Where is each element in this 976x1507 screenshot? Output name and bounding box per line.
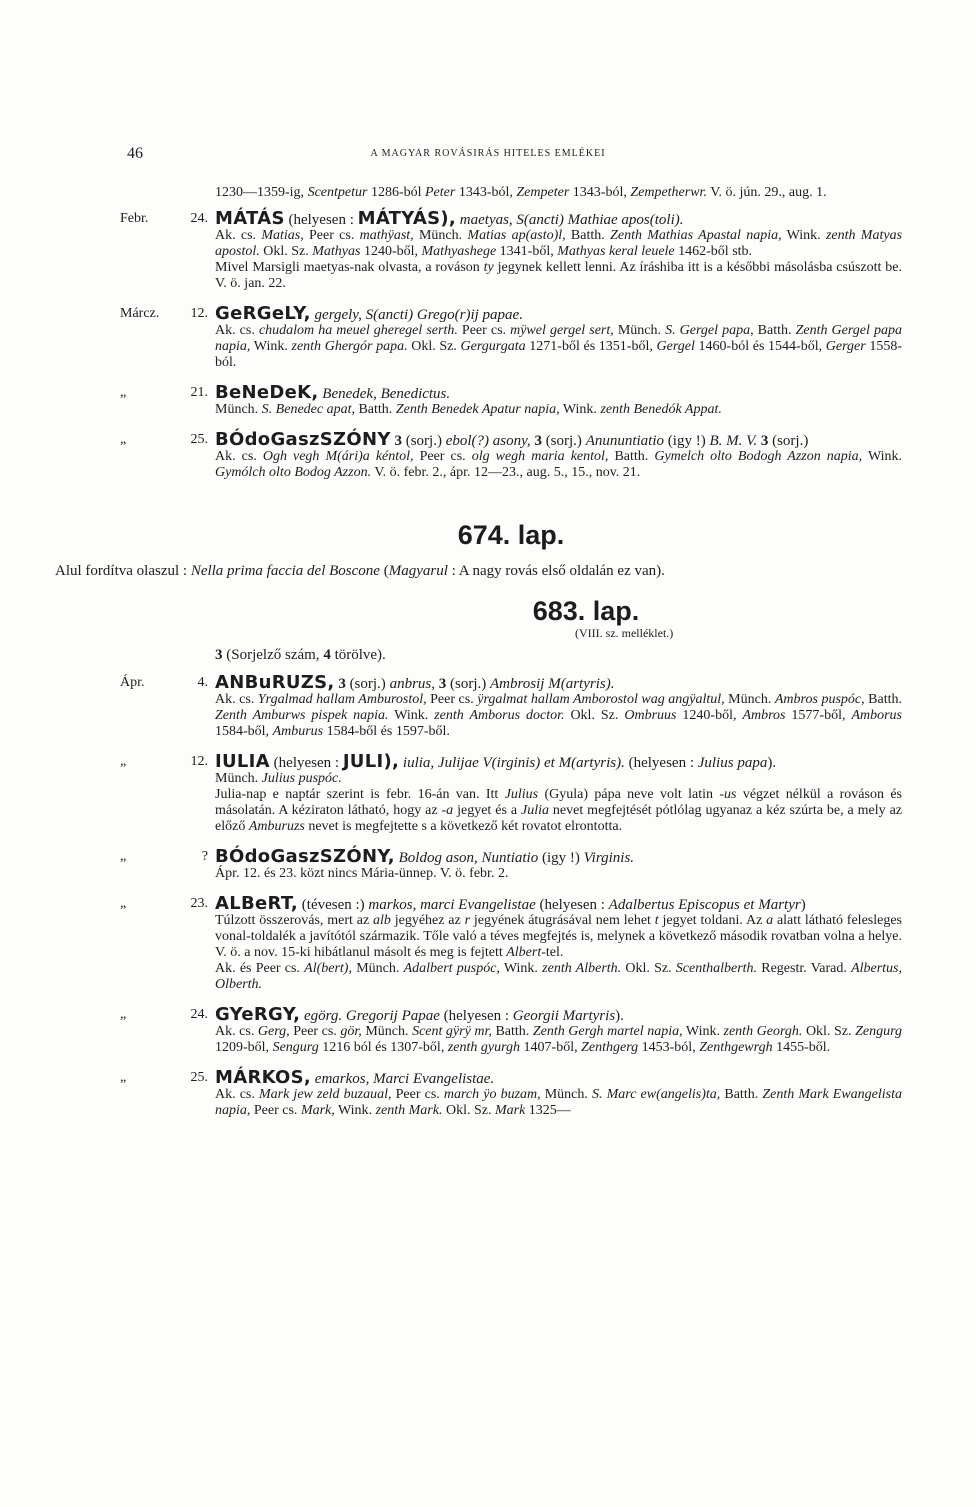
ditto-mark: „ [120,896,127,911]
intro-paragraph: 1230—1359-ig, Scentpetur 1286-ból Peter 1343-ból, Zempeter 1343-ból, Zempetherwr. V. ö. jún. 29., aug. 1. [215,185,827,200]
day-number: 12. [190,754,208,769]
supplement-reference: (VIII. sz. melléklet.) [575,626,674,640]
translation-note: Alul fordítva olaszul : Nella prima faccia del Boscone (Magyarul : A nagy rovás első oldalán ez van). [55,563,665,579]
month-label: Ápr. [120,675,145,690]
entry-heading: ALBeRT, (tévesen :) markos, marci Evangelistae (helyesen : Adalbertus Episcopus et Martyr) [215,893,806,914]
day-number: 12. [190,306,208,321]
entry-sources: Ak. cs. Mark jew zeld buzaual, Peer cs. march ÿo buzam, Münch. S. Marc ew(angelis)ta, Batth. Zenth Mark Ewangelista napia, Peer cs. Mark, Wink. zenth Mark. Okl. Sz. Mark 1325— [215,1087,902,1118]
entry-matyas [120,208,903,292]
entry-heading: GYeRGY, egörg. Gregorij Papae (helyesen : Georgii Martyris). [215,1004,624,1025]
entry-iulia [120,751,902,835]
entry-albert [120,893,903,993]
ditto-mark: „ [120,1070,127,1085]
month-label: Febr. [120,211,149,226]
page-reference-683: 683. lap. [532,596,640,626]
sequence-marker-note: 3 (Sorjelző szám, 4 törölve). [215,647,386,663]
day-number: 4. [197,675,208,690]
day-number: 24. [190,211,208,226]
entry-note: Túlzott összerovás, mert az alb jegyéhez az r jegyének átugrásával nem lehet t jegyet toldani. Az a alatt látható felesleges vonal-toldalék a javítótól származik. Tőle való a téves megfejtés is, melynek a következő második rovatban volna a helye. V. ö. a nov. 15-ki hibátlanul másolt és meg is fejtett Albert-tel. [215,913,903,960]
entry-sources: Ak. cs. Gerg, Peer cs. gör, Münch. Scent gÿrÿ mr, Batth. Zenth Gergh martel napia, Wink. zenth Georgh. Okl. Sz. Zengurg 1209-ből, Sengurg 1216 ból és 1307-ből, zenth gyurgh 1407-ből, Zenthgerg 1453-ból, Zenthgewrgh 1455-ből. [215,1024,902,1055]
entry-sources: Münch. Julius puspóc. [215,771,342,786]
entry-boldogasszony-2 [120,846,902,882]
entry-sources: Ak. és Peer cs. Al(bert), Münch. Adalbert puspóc, Wink. zenth Alberth. Okl. Sz. Scenthalberth. Regestr. Varad. Albertus, Olberth. [215,961,903,992]
entry-heading: MÁTÁS (helyesen : MÁTYÁS), maetyas, S(ancti) Mathiae apos(toli). [215,208,684,229]
entry-sources: Ak. cs. Ogh vegh M(ári)a kéntol, Peer cs. olg wegh maria kentol, Batth. Gymelch olto Bodogh Azzon napia, Wink. Gymólch olto Bodog Azzon. V. ö. febr. 2., ápr. 12—23., aug. 5., 15., nov. 21. [215,449,902,480]
entry-heading: BÓdoGaszSZÓNY, Boldog ason, Nuntiatio (igy !) Virginis. [215,846,635,867]
entry-gyorgy [120,1004,902,1056]
entry-markos [120,1067,902,1119]
entry-ambrus [120,672,902,740]
entry-note: Mivel Marsigli maetyas-nak olvasta, a rováson ty jegynek kellett lenni. Az íráshiba itt is a későbbi másolásba csúszott be. V. ö. jan. 22. [215,260,902,291]
ditto-mark: „ [120,1007,127,1022]
page-header [0,145,976,165]
day-number: ? [201,849,208,864]
entry-heading: GeRGeLY, gergely, S(ancti) Grego(r)ij papae. [215,303,523,324]
day-number: 24. [190,1007,208,1022]
entry-heading: ANBuRUZS, 3 (sorj.) anbrus, 3 (sorj.) Ambrosij M(artyris). [215,672,615,693]
ditto-mark: „ [120,754,127,769]
entry-sources: Ak. cs. Yrgalmad hallam Amburostol, Peer cs. ÿrgalmat hallam Amborostol wag angÿaltul, Münch. Ambros puspóc, Batth. Zenth Amburws pispek napia. Wink. zenth Amborus doctor. Okl. Sz. Ombruus 1240-ből, Ambros 1577-ből, Amborus 1584-ből, Amburus 1584-ből és 1597-ből. [215,692,902,739]
entry-note: Julia-nap e naptár szerint is febr. 16-án van. Itt Julius (Gyula) pápa neve volt latin -us végzet nélkül a rováson és másolatán. A kéziraton látható, hogy az -a jegyet és a Julia nevet megfejtését pótlólag ugyanaz a kéz szúrta be, a mely az előző Amburuzs nevet is megfejtette s a következő két rovatot elrontotta. [215,787,902,834]
ditto-mark: „ [120,849,127,864]
entry-heading: BÓdoGaszSZÓNY 3 (sorj.) ebol(?) asony, 3 (sorj.) Anununtiatio (igy !) B. M. V. 3 (sorj.) [215,429,809,450]
page-reference-674: 674. lap. [457,520,565,550]
day-number: 21. [190,385,208,400]
entry-note: Ápr. 12. és 23. közt nincs Mária-ünnep. V. ö. febr. 2. [215,866,509,881]
day-number: 25. [190,1070,208,1085]
entry-heading: MÁRKOS, emarkos, Marci Evangelistae. [215,1067,495,1088]
day-number: 25. [190,432,208,447]
page-number: 46 [127,145,143,162]
entry-boldogasszony [120,429,902,481]
entry-sources: Ak. cs. chudalom ha meuel gheregel serth. Peer cs. mÿwel gergel sert, Münch. S. Gergel papa, Batth. Zenth Gergel papa napia, Wink. zenth Ghergór papa. Okl. Sz. Gergurgata 1271-ből és 1351-ből, Gergel 1460-ból és 1544-ből, Gerger 1558-ból. [215,323,903,370]
running-title: A MAGYAR ROVÁSIRÁS HITELES EMLÉKEI [370,148,606,159]
entry-heading: BeNeDeK, Benedek, Benedictus. [215,382,451,403]
entry-gergely [120,303,903,371]
ditto-mark: „ [120,432,127,447]
entry-sources: Münch. S. Benedec apat, Batth. Zenth Benedek Apatur napia, Wink. zenth Benedók Appat. [215,402,722,417]
entry-benedek [120,382,902,418]
day-number: 23. [190,896,208,911]
page-body [55,185,903,1133]
ditto-mark: „ [120,385,127,400]
entry-sources: Ak. cs. Matias, Peer cs. mathÿast, Münch. Matias ap(asto)l, Batth. Zenth Mathias Apastal napia, Wink. zenth Matyas apostol. Okl. Sz. Mathyas 1240-ből, Mathyashege 1341-ből, Mathyas keral leuele 1462-ből stb. [215,228,903,259]
month-label: Márcz. [120,306,160,321]
entry-heading: IULIA (helyesen : JULI), iulia, Julijae V(irginis) et M(artyris). (helyesen : Julius papa). [215,751,777,772]
